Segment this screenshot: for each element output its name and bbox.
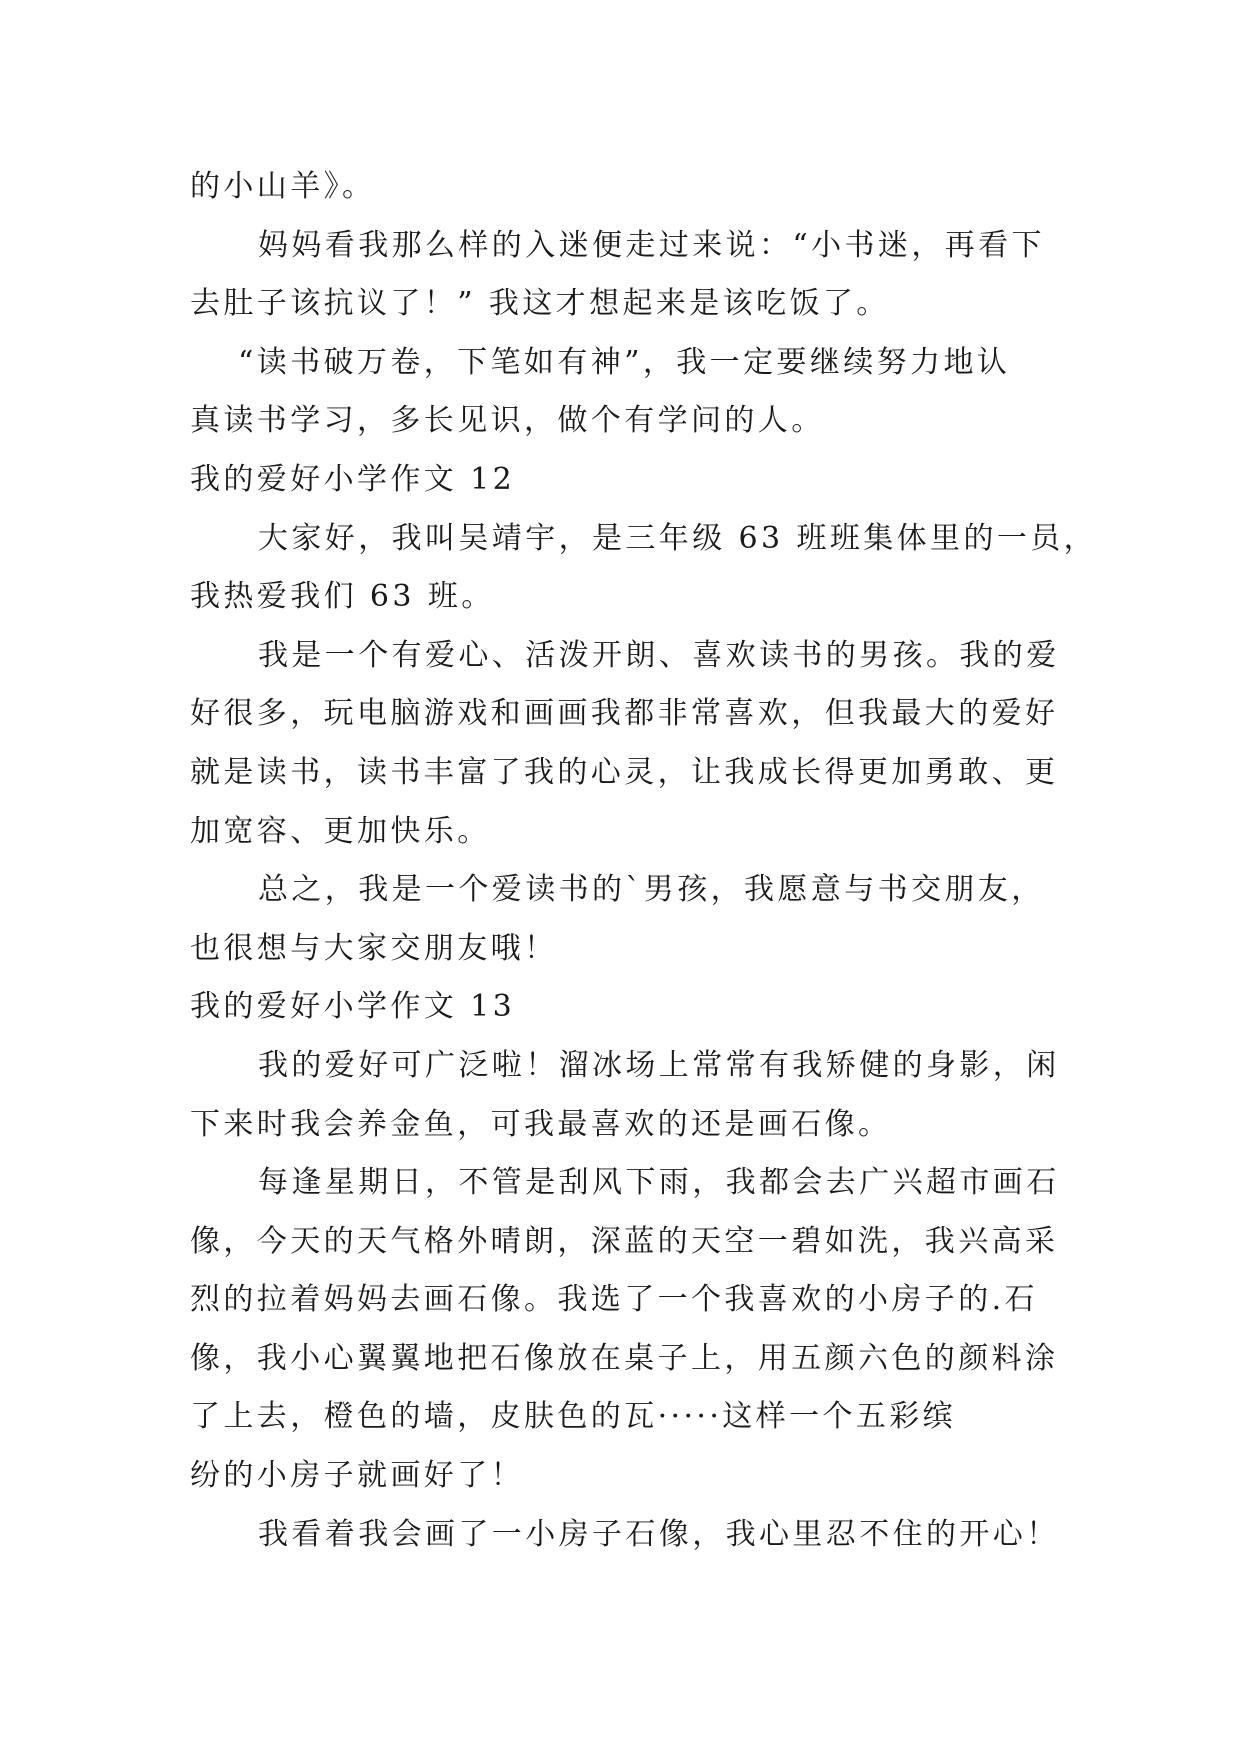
text-line: 下来时我会养金鱼，可我最喜欢的还是画石像。	[190, 1106, 892, 1142]
text-line: 我是一个有爱心、活泼开朗、喜欢读书的男孩。我的爱	[258, 637, 1060, 673]
text-line: 真读书学习，多长见识，做个有学问的人。	[190, 403, 825, 439]
text-line: 像，我小心翼翼地把石像放在桌子上，用五颜六色的颜料涂	[190, 1340, 1059, 1376]
document-body	[190, 158, 1098, 1564]
text-line: 大家好，我叫吴靖宇，是三年级 63 班班集体里的一员，	[258, 520, 1098, 556]
text-line: “读书破万卷，下笔如有神”，我一定要继续努力地认	[238, 344, 1011, 380]
text-line: 就是读书，读书丰富了我的心灵，让我成长得更加勇敢、更	[190, 754, 1059, 790]
text-line: 加宽容、更加快乐。	[190, 813, 491, 849]
text-line: 我热爱我们 63 班。	[190, 579, 495, 615]
text-line: 去肚子该抗议了！” 我这才想起来是该吃饭了。	[190, 286, 890, 322]
text-line: 妈妈看我那么样的入迷便走过来说：“小书迷，再看下	[258, 227, 1045, 263]
text-line: 总之，我是一个爱读书的`男孩，我愿意与书交朋友，	[258, 872, 1045, 908]
text-line: 烈的拉着妈妈去画石像。我选了一个我喜欢的小房子的.石	[190, 1282, 1038, 1318]
text-line: 每逢星期日，不管是刮风下雨，我都会去广兴超市画石	[258, 1165, 1060, 1201]
text-line: 像，今天的天气格外晴朗，深蓝的天空一碧如洗，我兴高采	[190, 1223, 1059, 1259]
text-line: 我的爱好可广泛啦！溜冰场上常常有我矫健的身影，闲	[258, 1047, 1060, 1083]
text-line: 我的爱好小学作文 12	[190, 461, 516, 497]
text-line: 好很多，玩电脑游戏和画画我都非常喜欢，但我最大的爱好	[190, 696, 1059, 732]
text-line: 了上去，橙色的墙，皮肤色的瓦·····这样一个五彩缤	[190, 1399, 957, 1435]
text-line: 的小山羊》。	[190, 169, 376, 204]
text-line: 纷的小房子就画好了！	[190, 1458, 524, 1494]
text-line: 我的爱好小学作文 13	[190, 989, 516, 1025]
text-line: 也很想与大家交朋友哦！	[190, 930, 558, 966]
text-line: 我看着我会画了一小房子石像，我心里忍不住的开心！	[258, 1516, 1060, 1552]
